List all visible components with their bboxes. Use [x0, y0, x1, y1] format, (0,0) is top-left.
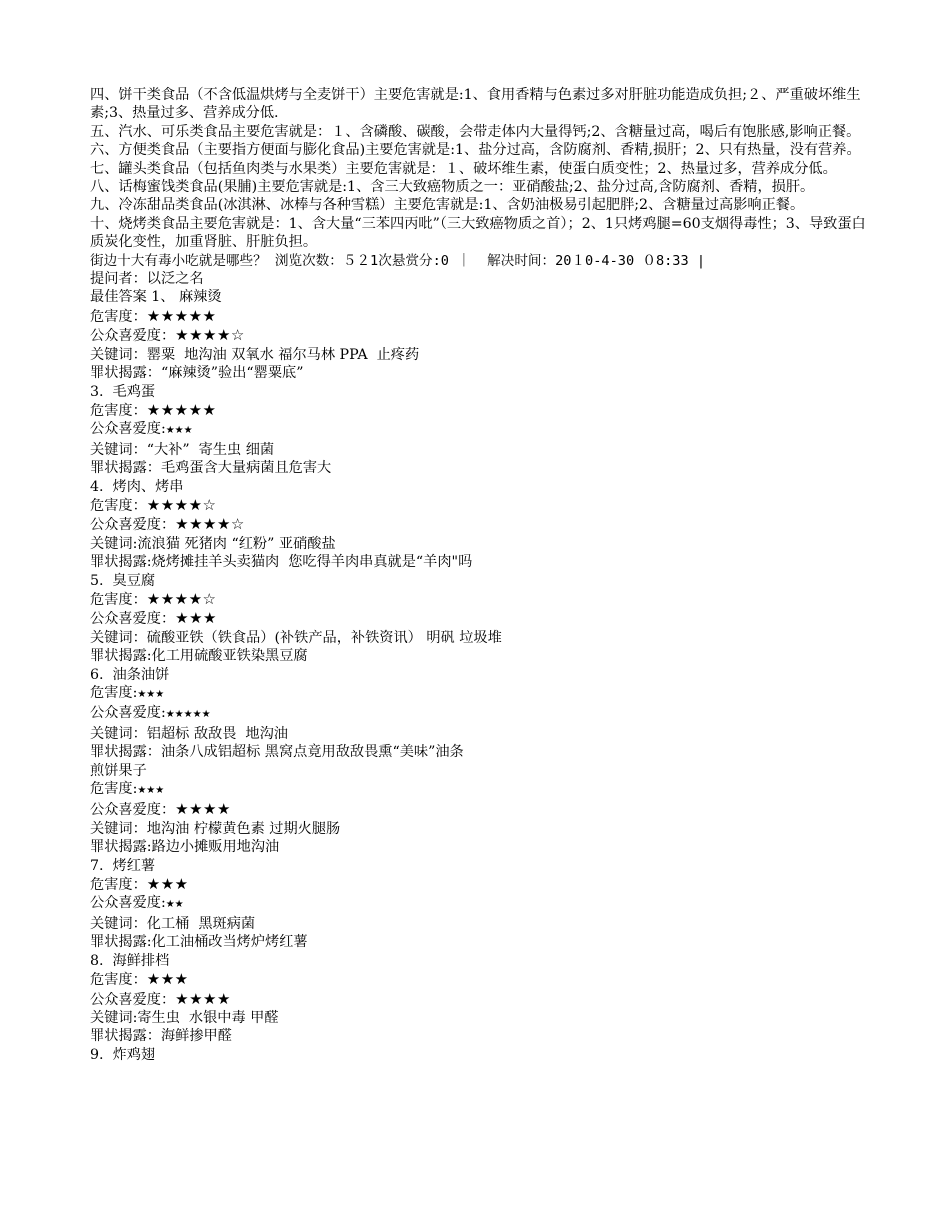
keywords-line: 关键词：地沟油 柠檬黄色素 过期火腿肠: [90, 820, 341, 837]
paragraph-preserved-fruit: 八、话梅蜜饯类食品(果脯)主要危害就是:1、含三大致癌物质之一：亚硝酸盐;2、盐分过高,含防腐剂、香精，损肝。: [90, 179, 815, 196]
crime-line: 罪状揭露:路边小摊贩用地沟油: [90, 839, 280, 856]
harm-stars: ★★★★☆: [146, 495, 217, 514]
harm-rating: [90, 875, 870, 894]
popularity-rating: [90, 515, 870, 534]
keywords-line: 关键词：罂粟 地沟油 双氧水 福尔马林 PPA 止疼药: [90, 346, 420, 363]
popularity-rating: [90, 990, 870, 1009]
document-body: [90, 86, 870, 1064]
paragraph-instant-food: 六、方便类食品（主要指方便面与膨化食品)主要危害就是:1、盐分过高，含防腐剂、香精,损肝；2、只有热量，没有营养。: [90, 142, 861, 159]
paragraph-biscuits: 四、饼干类食品（不含低温烘烤与全麦饼干）主要危害就是:1、食用香精与色素过多对肝脏功能造成负担;２、严重破坏维生素;3、热量过多、营养成分低.: [90, 87, 861, 122]
popularity-rating: [90, 609, 870, 628]
item-title: 9. 炸鸡翅: [90, 1046, 156, 1063]
harm-rating: [90, 590, 870, 609]
keywords-line: 关键词：化工桶 黑斑病菌: [90, 915, 256, 932]
harm-stars: ★★★★☆: [146, 589, 217, 608]
popularity-rating: [90, 800, 870, 819]
popularity-label: 公众喜爱度：: [90, 991, 176, 1008]
popularity-stars: ★★★★★: [165, 709, 211, 721]
harm-label: 危害度:: [90, 781, 138, 798]
popularity-label: 公众喜爱度：: [90, 328, 176, 345]
popularity-rating: [90, 704, 870, 724]
crime-line: 罪状揭露：“麻辣烫”验出“罂粟底”: [90, 365, 304, 382]
paragraph-soda: 五、汽水、可乐类食品主要危害就是：１、含磷酸、碳酸，会带走体内大量得钙;2、含糖量过高，喝后有饱胀感,影响正餐。: [90, 123, 861, 140]
popularity-stars: ★★★★: [175, 989, 231, 1008]
item-title: 4. 烤肉、烤串: [90, 478, 184, 495]
item-title: 5. 臭豆腐: [90, 572, 156, 589]
item-title: 6. 油条油饼: [90, 666, 170, 683]
harm-label: 危害度：: [90, 877, 147, 894]
harm-label: 危害度：: [90, 308, 147, 325]
keywords-line: 关键词:寄生虫 水银中毒 甲醛: [90, 1009, 279, 1026]
item-title: 7. 烤红薯: [90, 857, 156, 874]
popularity-label: 公众喜爱度：: [90, 611, 176, 628]
item-title: 3. 毛鸡蛋: [90, 383, 156, 400]
crime-line-continued: 煎饼果子: [90, 762, 147, 779]
harm-rating: [90, 684, 870, 704]
harm-stars: ★★★: [146, 970, 189, 989]
paragraph-frozen-dessert: 九、冷冻甜品类食品(冰淇淋、冰棒与各种雪糕）主要危害就是:1、含奶油极易引起肥胖;2、含糖量过高影响正餐。: [90, 197, 805, 214]
harm-stars: ★★★: [137, 785, 165, 797]
hazard-paragraphs: [90, 86, 870, 252]
harm-rating: [90, 401, 870, 420]
crime-line: 罪状揭露：海鲜掺甲醛: [90, 1028, 232, 1045]
harm-label: 危害度：: [90, 591, 147, 608]
popularity-stars: ★★★★☆: [175, 326, 245, 345]
crime-line: 罪状揭露:烧烤摊挂羊头卖猫肉 您吃得羊肉串真就是“羊肉"吗: [90, 554, 473, 571]
harm-rating: [90, 780, 870, 800]
paragraph-canned-food: 七、罐头类食品（包括鱼肉类与水果类）主要危害就是：１、破坏维生素，使蛋白质变性；2、热量过多，营养成分低。: [90, 160, 837, 177]
keywords-line: 关键词:流浪猫 死猪肉 “红粉” 亚硝酸盐: [90, 535, 336, 552]
harm-rating: [90, 307, 870, 326]
snack-list: [90, 307, 870, 1046]
harm-stars: ★★★★★: [146, 306, 217, 325]
harm-stars: ★★★: [146, 875, 189, 894]
crime-line: 罪状揭露：毛鸡蛋含大量病菌且危害大: [90, 460, 332, 477]
keywords-line: 关键词：“大补” 寄生虫 细菌: [90, 441, 275, 458]
popularity-rating: [90, 894, 870, 914]
crime-line: 罪状揭露:化工油桶改当烤炉烤红薯: [90, 934, 308, 951]
harm-rating: [90, 496, 870, 515]
harm-rating: [90, 970, 870, 989]
popularity-label: 公众喜爱度:: [90, 705, 166, 722]
harm-label: 危害度：: [90, 497, 147, 514]
popularity-rating: [90, 326, 870, 345]
popularity-stars: ★★★★: [175, 800, 231, 819]
harm-stars: ★★★: [137, 689, 165, 700]
popularity-rating: [90, 420, 870, 440]
popularity-stars: ★★: [165, 899, 184, 911]
harm-label: 危害度:: [90, 685, 138, 701]
popularity-stars: ★★★: [175, 609, 217, 628]
popularity-label: 公众喜爱度：: [90, 517, 176, 534]
asker-line: 提问者：以泛之名: [90, 271, 204, 288]
crime-line: 罪状揭露：油条八成铝超标 黑窝点竟用敌敌畏熏“美味”油条: [90, 744, 464, 761]
crime-line: 罪状揭露:化工用硫酸亚铁染黑豆腐: [90, 648, 308, 665]
popularity-label: 公众喜爱度：: [90, 802, 176, 819]
popularity-label: 公众喜爱度:: [90, 421, 166, 438]
harm-label: 危害度：: [90, 402, 147, 419]
question-header: 街边十大有毒小吃就是哪些？ 浏览次数：５２1次悬赏分:0 ｜ 解决时间：20１0-4-30 ０8:33 |: [90, 252, 706, 269]
popularity-stars: ★★★: [165, 425, 193, 437]
paragraph-barbecue: 十、烧烤类食品主要危害就是：1、含大量“三苯四丙吡”（三大致癌物质之首）；2、1只烤鸡腿=60支烟得毒性；3、导致蛋白质炭化变性，加重肾脏、肝脏负担。: [90, 215, 866, 251]
harm-stars: ★★★★★: [146, 400, 217, 419]
keywords-line: 关键词：硫酸亚铁（铁食品）(补铁产品，补铁资讯） 明矾 垃圾堆: [90, 629, 502, 646]
popularity-stars: ★★★★☆: [175, 515, 245, 534]
harm-label: 危害度：: [90, 972, 147, 989]
best-answer-line: 最佳答案 1、 麻辣烫: [90, 289, 222, 306]
popularity-label: 公众喜爱度:: [90, 895, 166, 912]
item-title: 8. 海鲜排档: [90, 952, 170, 969]
keywords-line: 关键词：铝超标 敌敌畏 地沟油: [90, 725, 288, 742]
